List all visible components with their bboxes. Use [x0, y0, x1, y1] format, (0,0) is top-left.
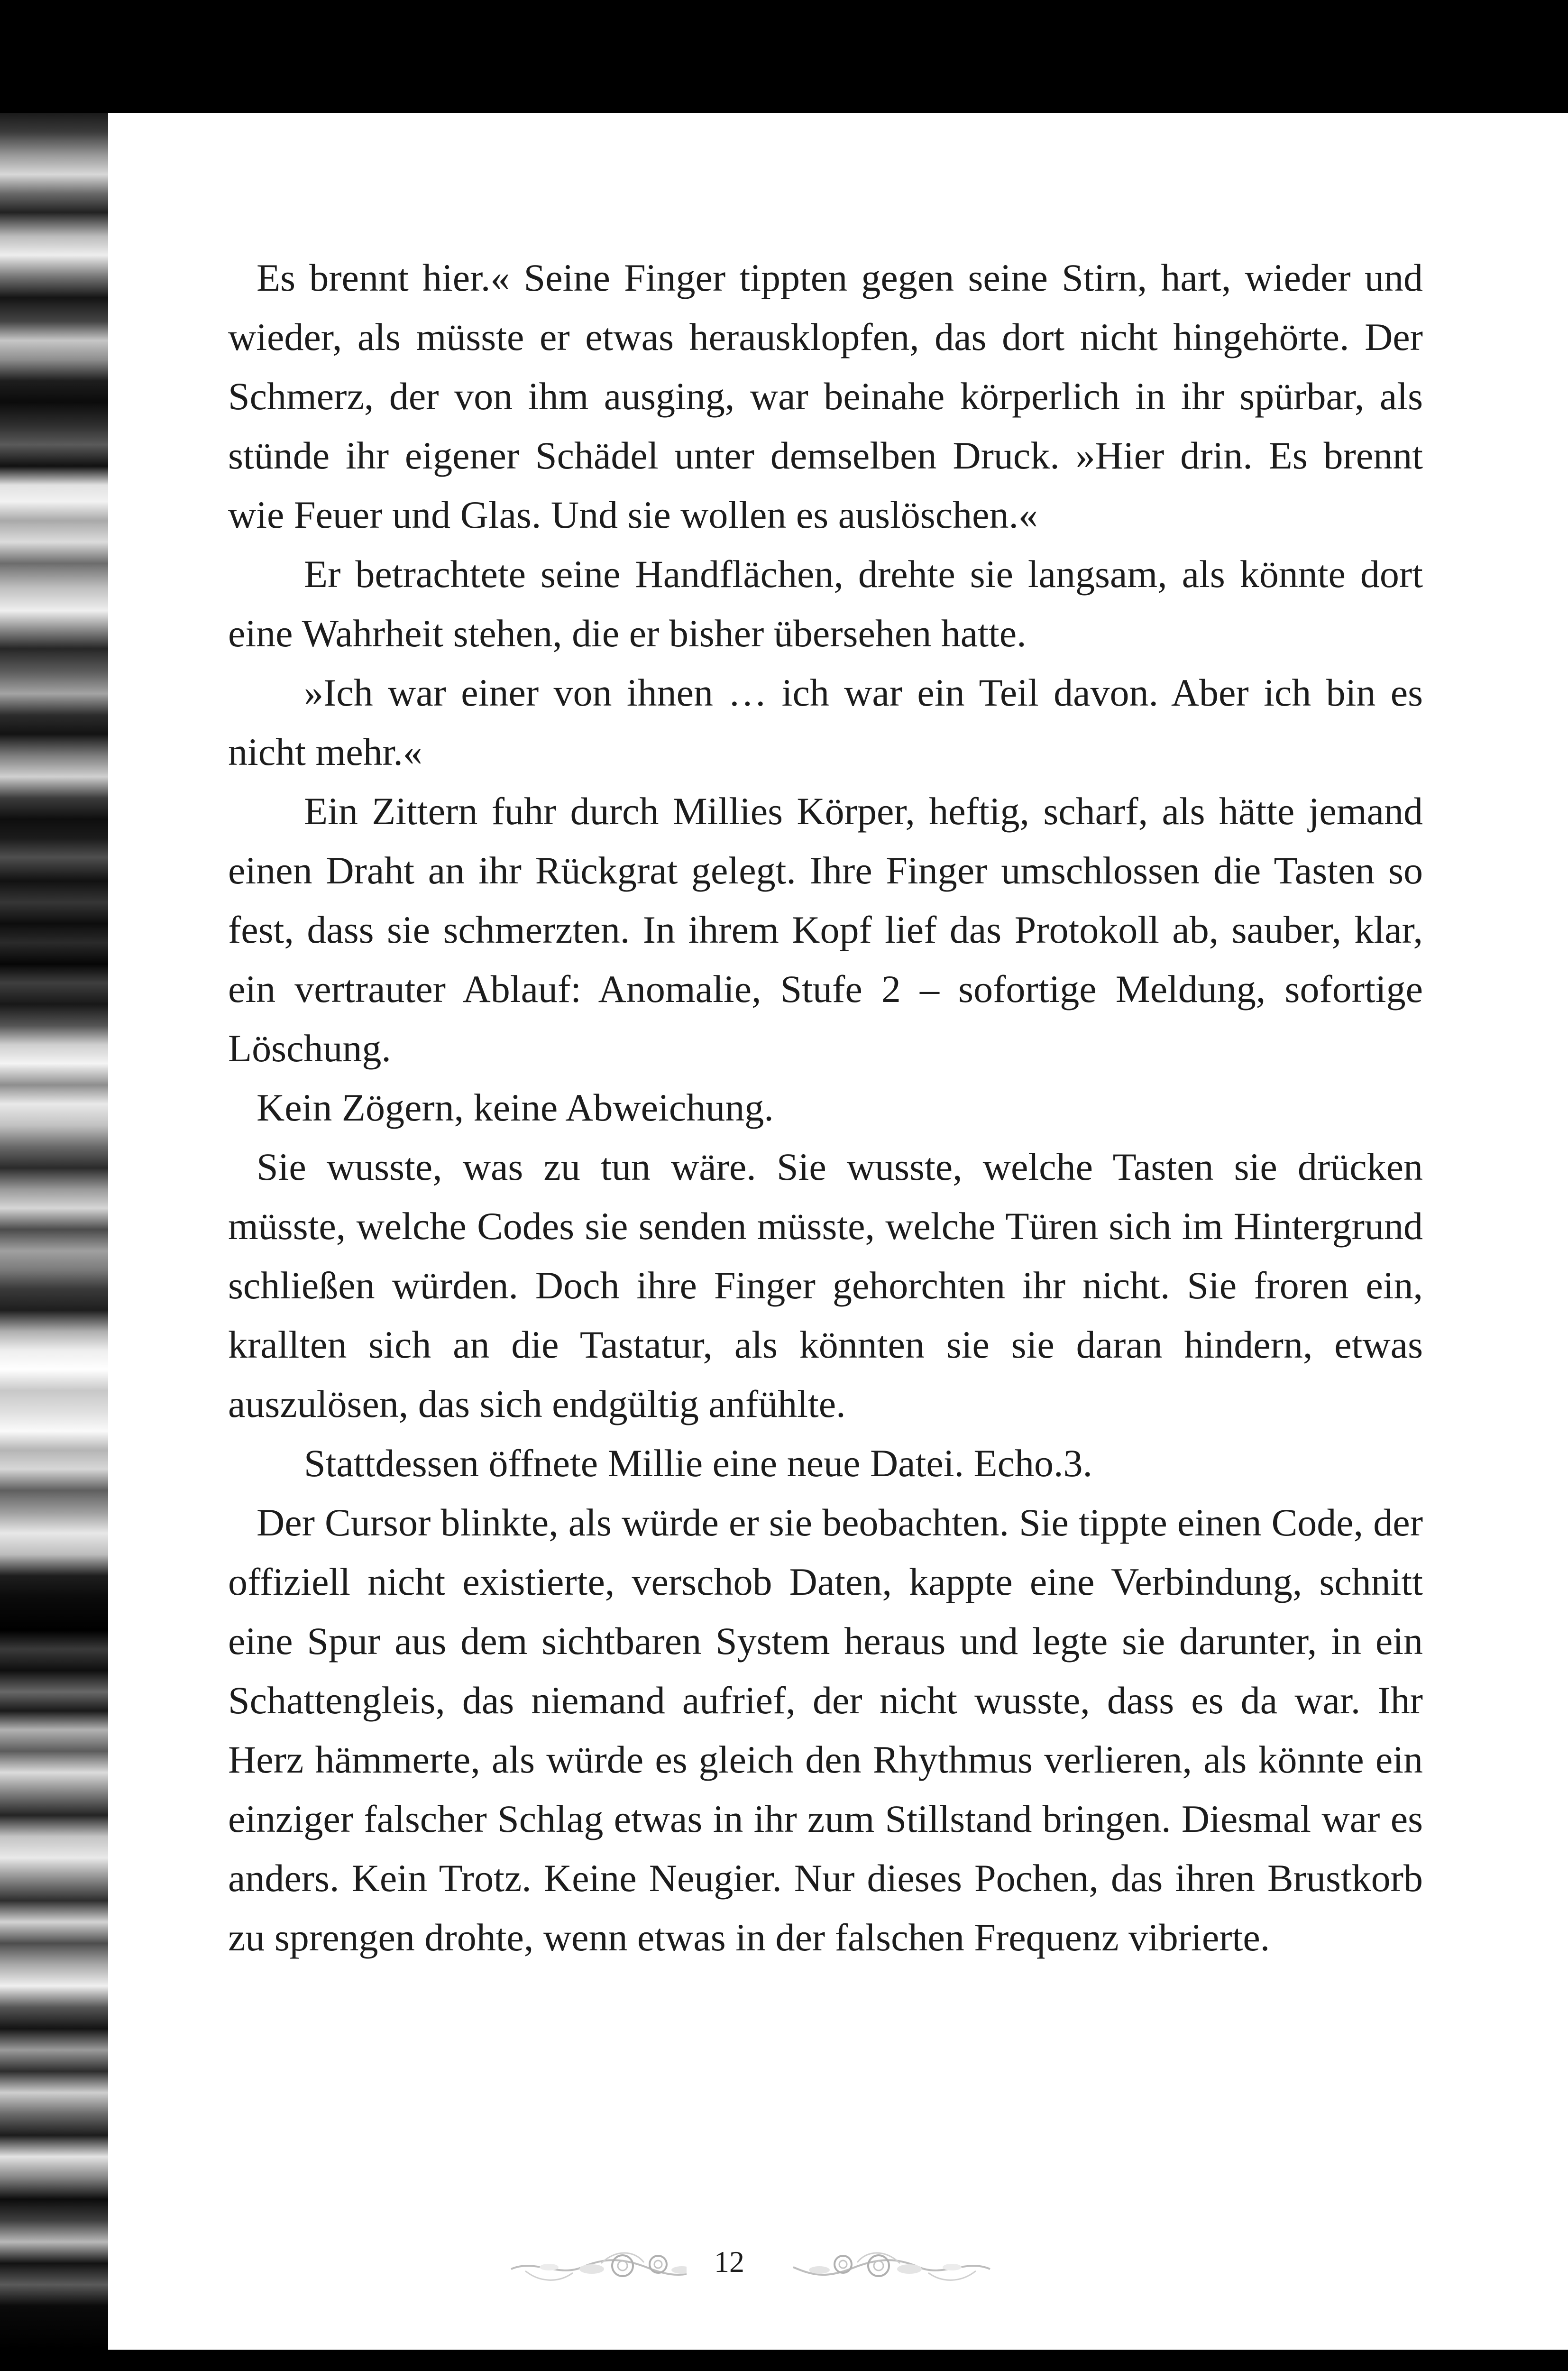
book-page	[108, 113, 1568, 2350]
paragraph: Stattdessen öffnete Millie eine neue Datei. Echo.3.	[304, 1442, 1093, 1485]
paragraph: »Ich war einer von ihnen … ich war ein Teil davon. Aber ich bin es nicht mehr.«	[228, 671, 1423, 773]
paragraph: Sie wusste, was zu tun wäre. Sie wusste, welche Tasten sie drücken müsste, welche Codes sie senden müsste, welche Türen sich im Hintergrund schließen würden. Doch ihre Finger gehorchten ihr nicht. Sie froren ein, krallten sich an die Tastatur, als könnten sie sie daran hindern, etwas auszulösen, das sich endgültig anfühlte.	[228, 1145, 1423, 1425]
body-text	[228, 248, 1423, 1967]
top-black-band	[0, 0, 1568, 113]
paragraph: Kein Zögern, keine Abweichung.	[257, 1086, 774, 1129]
paragraph: Es brennt hier.« Seine Finger tippten gegen seine Stirn, hart, wieder und wieder, als müsste er etwas herausklopfen, das dort nicht hingehörte. Der Schmerz, der von ihm ausging, war beinahe körperlich in ihr spürbar, als stünde ihr eigener Schädel unter demselben Druck. »Hier drin. Es brennt wie Feuer und Glas. Und sie wollen es auslöschen.«	[228, 256, 1423, 536]
bottom-black-band	[0, 2350, 1568, 2371]
paragraph: Er betrachtete seine Handflächen, drehte sie langsam, als könnte dort eine Wahrheit stehen, die er bisher übersehen hatte.	[228, 552, 1423, 655]
glitch-side-strip	[0, 113, 108, 2350]
paragraph: Der Cursor blinkte, als würde er sie beobachten. Sie tippte einen Code, der offiziell nicht existierte, verschob Daten, kappte eine Verbindung, schnitt eine Spur aus dem sichtbaren System heraus und legte sie darunter, in ein Schattengleis, das niemand aufrief, der nicht wusste, dass es da war. Ihr Herz hämmerte, als würde es gleich den Rhythmus verlieren, als könnte ein einziger falscher Schlag etwas in ihr zum Stillstand bringen. Diesmal war es anders. Kein Trotz. Keine Neugier. Nur dieses Pochen, das ihren Brustkorb zu sprengen drohte, wenn etwas in der falschen Frequenz vibrierte.	[228, 1501, 1423, 1959]
page-footer	[108, 2230, 1568, 2297]
floral-ornament-icon	[791, 2240, 995, 2292]
page-number: 12	[687, 2241, 772, 2283]
floral-ornament-icon	[506, 2240, 710, 2292]
paragraph: Ein Zittern fuhr durch Millies Körper, heftig, scharf, als hätte jemand einen Draht an ihr Rückgrat gelegt. Ihre Finger umschlossen die Tasten so fest, dass sie schmerzten. In ihrem Kopf lief das Protokoll ab, sauber, klar, ein vertrauter Ablauf: Anomalie, Stufe 2 – sofortige Meldung, sofortige Löschung.	[228, 790, 1423, 1070]
